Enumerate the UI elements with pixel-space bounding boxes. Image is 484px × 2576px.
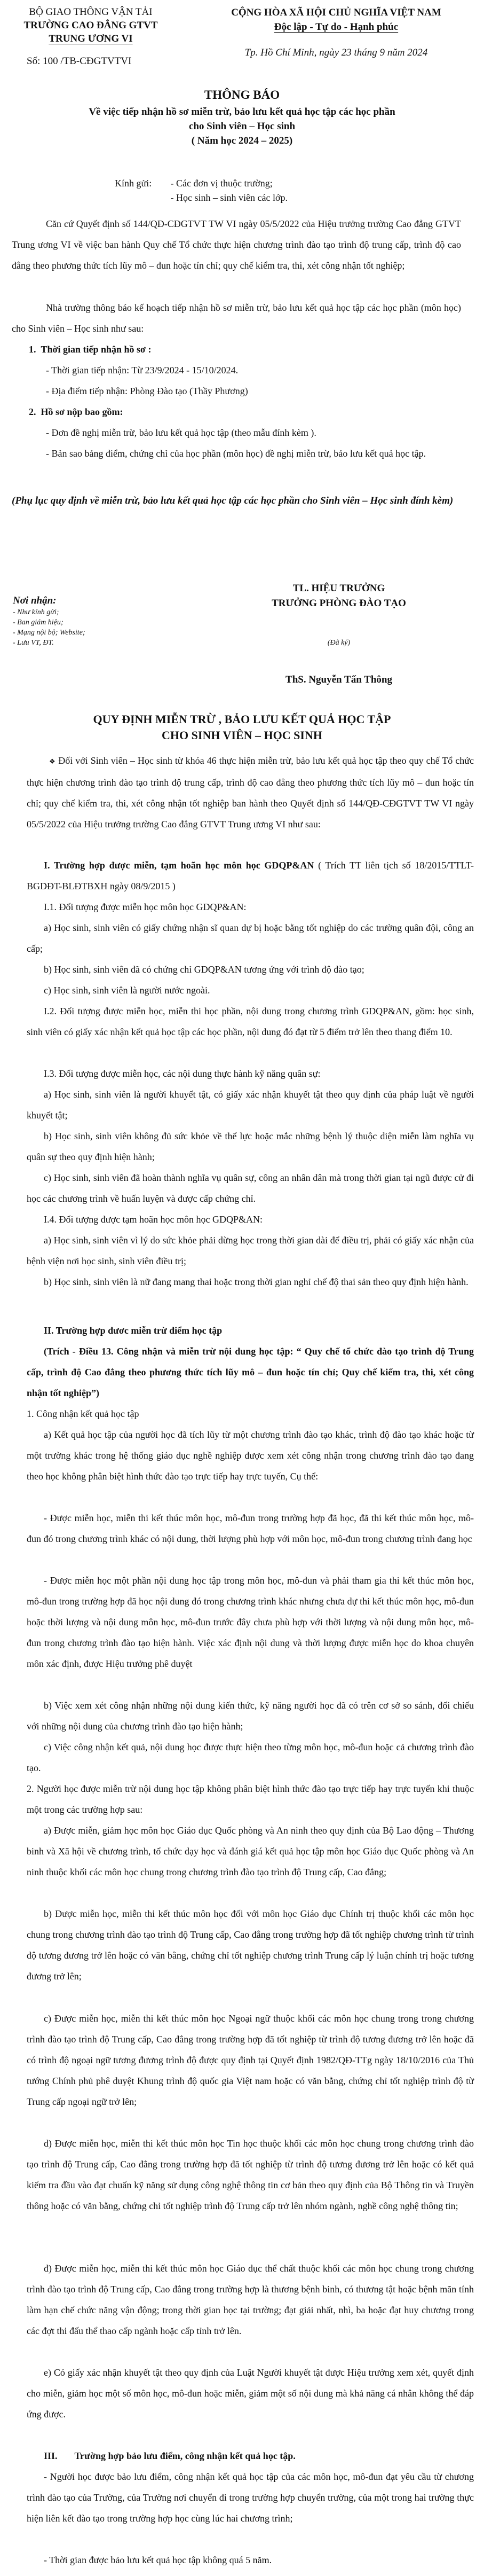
basis-paragraph: Căn cứ Quyết định số 144/QĐ-CĐGTVT TW VI ngày 05/5/2022 của Hiệu trưởng trường Cao đẳng GTVT Trung ương VI về việc ban hành Quy chế Tổ chức thực hiện chương trình đào tạo trình độ trung cấp, trình độ cao đẳng theo phương thức tích lũy mô – đun hoặc tín chỉ; quy chế kiểm tra, thi, xét công nhận tốt nghiệp;	[12, 218, 461, 271]
recipient-item: - Như kính gửi;	[13, 608, 59, 616]
sec1-2: I.2. Đối tượng được miễn học, miễn thi học phần, nội dung trong chương trình GDQP&AN, gồm: học sinh, sinh viên có giấy xác nhận kết quả học tập các học phần, nội dung đó đạt từ 5 điểm trở lên theo thang điểm 10.	[27, 1006, 474, 1037]
ministry-name: BỘ GIAO THÔNG VẬN TẢI	[29, 6, 153, 18]
section-2-title: Hồ sơ nộp bao gồm:	[41, 406, 123, 417]
place-date: Tp. Hồ Chí Minh, ngày 23 tháng 9 năm 2024	[244, 47, 428, 58]
motto: Độc lập - Tự do - Hạnh phúc	[274, 21, 399, 33]
sec2-1b: b) Việc xem xét công nhận những nội dung kiến thức, kỹ năng người học đã có trên cơ sở so sánh, đối chiếu với những nội dung của chương trình đào tạo hiện hành;	[27, 1700, 474, 1732]
addressee-item: - Các đơn vị thuộc trường;	[170, 178, 273, 189]
section-1-heading	[29, 339, 456, 360]
sec2-1: 1. Công nhận kết quả học tập	[27, 1408, 139, 1419]
sec1-source: ( Trích TT liên tịch số 18/2015/TTLT-BGDĐT-BLĐTBXH ngày 08/9/2015 )	[27, 860, 474, 891]
sec1-4: I.4. Đối tượng được tạm hoãn học môn học GDQP&AN:	[44, 1214, 263, 1225]
sec2-2d: d) Được miễn học, miễn thi kết thúc môn học Tin học thuộc khối các môn học chung trong chương trình đào tạo trình độ Trung cấp, Cao đẳng trong trường hợp đã tốt nghiệp từ trình độ tương đương trở lên hoặc có kết quả kiểm tra đầu vào đạt chuẩn kỹ năng sử dụng công nghệ thông tin cơ bản theo quy định của Bộ Thông tin và Truyền thông hoặc có văn bằng, chứng chỉ tốt nghiệp trình độ Trung cấp trở lên nhóm ngành, nghề công nghệ thông tin;	[27, 2138, 474, 2211]
sec2-2b: b) Được miễn học, miễn thi kết thúc môn học đối với môn học Giáo dục Chính trị thuộc khối các môn học chung trong chương trình đào tạo trình độ Trung cấp, Cao đẳng trong trường hợp đã tốt nghiệp chương trình từ trình độ tương đương trở lên hoặc có văn bằng, chứng chỉ tốt nghiệp chương trình Trung cấp lý luận chính trị hoặc tương đương trở lên;	[27, 1908, 474, 1982]
sec1-heading	[27, 855, 474, 897]
notice-title: THÔNG BÁO	[204, 88, 280, 101]
sec1-4b: b) Học sinh, sinh viên là nữ đang mang thai hoặc trong thời gian nghỉ chế độ thai sản theo quy định hiện hành.	[44, 1277, 469, 1287]
recipients-list	[13, 594, 85, 648]
recipient-item: - Mạng nội bộ; Website;	[13, 629, 85, 637]
appendix-note: (Phụ lục quy định về miễn trừ, bảo lưu kết quả học tập các học phần cho Sinh viên – Học sinh đính kèm)	[12, 495, 454, 506]
addressees-label: Kính gửi:	[115, 178, 152, 189]
sec2-1a: a) Kết quả học tập của người học đã tích lũy từ một chương trình đào tạo khác, trình độ đào tạo khác hoặc từ một trường khác trong hệ thống giáo dục nghề nghiệp được xem xét công nhận trong chương trình đào tạo đang theo học không phân biệt hình thức đào tạo trực tiếp hay trực tuyến, Cụ thể:	[27, 1429, 474, 1482]
regulation-intro	[27, 750, 474, 835]
sec1-3: I.3. Đối tượng được miễn học, các nội dung thực hành kỹ năng quân sự:	[44, 1068, 321, 1079]
sec1-1: I.1. Đối tượng được miễn học môn học GDQP&AN:	[44, 902, 247, 912]
sec1-1a: a) Học sinh, sinh viên có giấy chứng nhận sĩ quan dự bị hoặc bằng tốt nghiệp do các trường quân đội, công an cấp;	[27, 922, 474, 954]
sec1-3c: c) Học sinh, sinh viên đã hoàn thành nghĩa vụ quân sự, công an nhân dân mà trong thời gian tại ngũ được cử đi học các chương trình về huấn luyện và được cấp chứng chỉ.	[27, 1172, 474, 1204]
section-1-title: Thời gian tiếp nhận hồ sơ :	[41, 344, 152, 355]
sec2-1a-item2: - Được miễn học một phần nội dung học tập trong môn học, mô-đun và phải tham gia thi kết thúc môn học, mô-đun trong trường hợp đã học nội dung đó trong chương trình khác nhưng chưa dự thi kết thúc môn học, mô-đun hoặc thời lượng và nội dung môn học, mô-đun trước đây chưa phù hợp với thời lượng và nội dung môn học, mô-đun trong chương trình đào tạo hiện hành. Việc xác định nội dung và thời lượng được miễn học do khoa chuyên môn xác định, được Hiệu trưởng phê duyệt	[27, 1575, 474, 1669]
school-name-line2: TRUNG ƯƠNG VI	[49, 33, 133, 44]
sec3-heading	[44, 2446, 474, 2467]
section-2-heading	[29, 402, 456, 422]
regulation-intro-text: Đối với Sinh viên – Học sinh từ khóa 46 thực hiện miễn trừ, bảo lưu kết quả học tập theo quy chế Tổ chức thực hiện chương trình đào tạo trình độ trung cấp, trình độ cao đẳng theo phương thức tích lũy mô – đun hoặc tín chỉ; quy chế kiểm tra, thi, xét công nhận tốt nghiệp ban hành theo Quyết định số 144/QĐ-CĐGTVT TW VI ngày 05/5/2022 của Hiệu trưởng trường Cao đẳng GTVT Trung ương VI như sau:	[27, 755, 474, 829]
nation-name: CỘNG HÒA XÃ HỘI CHỦ NGHĨA VIỆT NAM	[231, 7, 441, 18]
sec1-1b: b) Học sinh, sinh viên đã có chứng chỉ GDQP&AN tương ứng với trình độ đào tạo;	[44, 964, 364, 975]
sec3-title: Trường hợp bảo lưu điểm, công nhận kết quả học tập.	[74, 2450, 296, 2461]
section-2-number: 2.	[29, 406, 36, 417]
section-1-item: - Địa điểm tiếp nhận: Phòng Đào tạo (Thầy Phương)	[46, 386, 248, 396]
signer-role-line2: TRƯỞNG PHÒNG ĐÀO TẠO	[272, 598, 406, 609]
sec3-p1: - Người học được bảo lưu điểm, công nhận kết quả học tập của các môn học, mô-đun đạt yêu cầu từ chương trình đào tạo của Trường, của Trường nơi chuyển đi trong trường hợp chuyển trường, của một trong hai trường thực hiện liên kết đào tạo trong trường hợp học cùng lúc hai chương trình;	[27, 2471, 474, 2524]
sec2-title: II. Trường hợp đươc miễn trừ điểm học tập	[44, 1325, 223, 1336]
section-1-item: - Thời gian tiếp nhận: Từ 23/9/2024 - 15/10/2024.	[46, 365, 239, 375]
section-2-item: - Đơn đề nghị miễn trừ, bảo lưu kết quả học tập (theo mẫu đính kèm ).	[46, 427, 316, 438]
notice-title-block	[0, 85, 484, 148]
issuer-block	[0, 5, 181, 45]
sec1-3a: a) Học sinh, sinh viên là người khuyết tật, có giấy xác nhận khuyết tật theo quy định của pháp luật về người khuyết tật;	[27, 1089, 474, 1121]
sec2-1a-item1: - Được miễn học, miễn thi kết thúc môn học, mô-đun trong trường hợp đã học, đã thi kết thúc môn học, mô-đun đó trong chương trình khác có nội dung, thời lượng phù hợp với môn học, mô-đun trong chương trình đang học	[27, 1513, 474, 1544]
addressee-item: - Học sinh – sinh viên các lớp.	[170, 192, 288, 203]
sec3-p2: - Thời gian được bảo lưu kết quả học tập không quá 5 năm.	[44, 2555, 272, 2565]
sec2-2dd: đ) Được miễn học, miễn thi kết thúc môn học Giáo dục thể chất thuộc khối các môn học chung trong chương trình đào tạo trình độ Trung cấp, Cao đẳng trong trường hợp là thương bệnh binh, có thương tật hoặc bệnh mãn tính làm hạn chế chức năng vận động; trong thời gian học tại trường; đạt giải nhất, nhì, ba hoặc đạt huy chương trong các đợt thi đấu thể thao cấp ngành hoặc cấp tỉnh trở lên.	[27, 2263, 474, 2336]
diamond-bullet-icon: ❖	[49, 758, 56, 766]
school-name-line1: TRƯỜNG CAO ĐẲNG GTVT	[23, 20, 158, 31]
sec1-3b: b) Học sinh, sinh viên không đủ sức khỏe về thể lực hoặc mắc những bệnh lý thuộc diện miễn làm nghĩa vụ quân sự theo quy định hiện hành;	[27, 1131, 474, 1162]
recipient-item: - Lưu VT, ĐT.	[13, 639, 54, 647]
sec2-2: 2. Người học được miễn trừ nội dung học tập không phân biệt hình thức đào tạo trực tiếp hay trực tuyến khi thuộc một trong các trường hợp sau:	[27, 1783, 474, 1815]
addressees	[115, 176, 288, 205]
intro-paragraph: Nhà trường thông báo kế hoạch tiếp nhận hồ sơ miễn trừ, bảo lưu kết quả học tập các học phần (môn học) cho Sinh viên – Học sinh như sau:	[12, 302, 461, 334]
signer-role-line1: TL. HIỆU TRƯỞNG	[292, 583, 385, 594]
section-1-number: 1.	[29, 344, 36, 355]
recipients-title: Nơi nhận:	[13, 595, 57, 606]
sec2-2e: e) Có giấy xác nhận khuyết tật theo quy định của Luật Người khuyết tật được Hiệu trưởng xem xét, quyết định cho miễn, giảm học một số môn học, mô-đun hoặc miễn, giảm một số nội dung mà khả năng cá nhân không thể đáp ứng được.	[27, 2367, 474, 2420]
regulation-title-line1: QUY ĐỊNH MIỄN TRỪ , BẢO LƯU KẾT QUẢ HỌC TẬP	[93, 712, 391, 726]
sec1-title: I. Trường hợp được miễn, tạm hoãn học môn học GDQP&AN	[44, 860, 314, 871]
notice-subtitle-line1: Về việc tiếp nhận hồ sơ miễn trừ, bảo lưu kết quả học tập các học phần	[89, 106, 395, 118]
sec1-4a: a) Học sinh, sinh viên vì lý do sức khỏe phải dừng học trong thời gian dài để điều trị, phải có giấy xác nhận của bệnh viện nơi học sinh, sinh viên điều trị;	[27, 1235, 474, 1266]
sec1-1c: c) Học sinh, sinh viên là người nước ngoài.	[44, 985, 210, 996]
regulation-title-line2: CHO SINH VIÊN – HỌC SINH	[162, 729, 322, 742]
signature-block	[251, 581, 427, 686]
notice-subtitle-line2: cho Sinh viên – Học sinh	[188, 121, 296, 132]
sec2-2c: c) Được miễn học, miễn thi kết thúc môn học Ngoại ngữ thuộc khối các môn học chung trong trong chương trình đào tạo trình độ Trung cấp, Cao đẳng trong trường hợp đã tốt nghiệp từ trình độ tương đương trở lên hoặc đã có trình độ ngoại ngữ tương đương trình độ được quy định tại Quyết định 1982/QĐ-TTg ngày 18/10/2016 của Thủ tướng Chính phủ phê duyệt Khung trình độ quốc gia Việt nam hoặc có văn bằng, chứng chỉ tốt nghiệp trình độ từ Trung cấp ngoại ngữ trở lên;	[27, 2013, 474, 2107]
notice-school-year: ( Năm học 2024 – 2025)	[191, 135, 293, 146]
signer-name: ThS. Nguyễn Tấn Thông	[285, 674, 392, 685]
regulation-title	[0, 711, 484, 743]
section-2-item: - Bản sao bảng điểm, chứng chỉ của học phần (môn học) đề nghị miễn trừ, bảo lưu kết quả học tập.	[46, 448, 426, 459]
national-motto-block	[213, 5, 459, 34]
sec3-number: III.	[44, 2450, 58, 2461]
document-number: Số: 100 /TB-CĐGTVTVI	[27, 56, 132, 67]
sec2-quote: (Trích - Điều 13. Công nhận và miễn trừ nội dung học tập: “ Quy chế tổ chức đào tạo trình độ Trung cấp, trình độ Cao đẳng theo phương thức tích lũy mô – đun hoặc tín chỉ; Quy chế kiểm tra, thi, xét công nhận tốt nghiệp”)	[27, 1346, 474, 1398]
recipient-item: - Ban giám hiệu;	[13, 618, 64, 627]
sec2-1c: c) Việc công nhận kết quả, nội dung học được thực hiện theo từng môn học, mô-đun hoặc cả chương trình đào tạo.	[27, 1742, 474, 1773]
sec2-2a: a) Được miễn, giảm học môn học Giáo dục Quốc phòng và An ninh theo quy định của Bộ Lao động – Thương binh và Xã hội về chương trình, tổ chức dạy học và đánh giá kết quả học tập môn học Giáo dục Quốc phòng và An ninh thuộc khối các môn học chung trong chương trình đào tạo trình độ Trung cấp, Cao đẳng;	[27, 1825, 474, 1877]
signed-mark: (Đã ký)	[327, 639, 351, 647]
